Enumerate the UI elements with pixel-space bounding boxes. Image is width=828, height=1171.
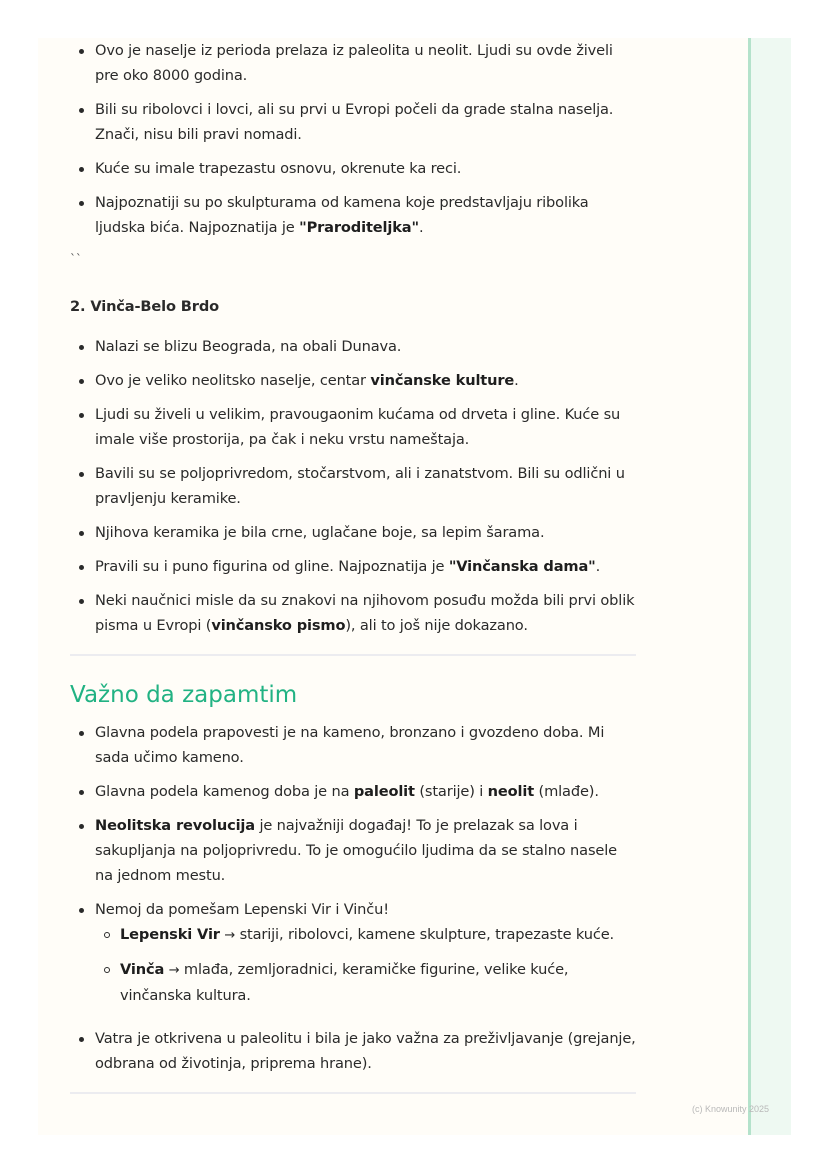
sub-list-item: Vinča → mlađa, zemljoradnici, keramičke figurine, velike kuće, vinčanska kultura.	[95, 957, 636, 1008]
list-item: Neolitska revolucija je najvažniji događaj! To je prelazak sa lova i sakupljanja na poljoprivredu. To je omogućilo ljudima da se stalno nasele na jednom mestu.	[70, 813, 636, 888]
list-item: Ljudi su živeli u velikim, pravougaonim kućama od drveta i gline. Kuće su imale više prostorija, pa čak i neku vrstu nameštaja.	[70, 402, 636, 452]
bold-term: neolit	[487, 783, 535, 800]
list-item: Ovo je veliko neolitsko naselje, centar vinčanske kulture.	[70, 368, 636, 393]
bold-term: vinčansko pismo	[211, 617, 346, 634]
list-item: Ovo je naselje iz perioda prelaza iz paleolita u neolit. Ljudi su ovde živeli pre oko 8000 godina.	[70, 38, 636, 88]
bold-term: vinčanske kulture	[370, 372, 515, 389]
list-item: Kuće su imale trapezastu osnovu, okrenute ka reci.	[70, 156, 636, 181]
list-item: Nalazi se blizu Beograda, na obali Dunava.	[70, 334, 636, 359]
bold-term: "Vinčanska dama"	[448, 558, 596, 575]
bold-term: Vinča	[120, 961, 165, 978]
list-item: Glavna podela prapovesti je na kameno, bronzano i gvozdeno doba. Mi sada učimo kameno.	[70, 720, 636, 770]
sub-list-item: Lepenski Vir → stariji, ribolovci, kamene skulpture, trapezaste kuće.	[95, 922, 636, 948]
list-item: Nemoj da pomešam Lepenski Vir i Vinču! Lepenski Vir → stariji, ribolovci, kamene skulpture, trapezaste kuće. Vinča → mlađa, zemljoradnici, keramičke figurine, velike kuće, vinčanska kultura.	[70, 897, 636, 1008]
bottom-divider	[70, 1092, 636, 1094]
lepenski-vir-list	[70, 38, 636, 240]
section-title-vinca: 2. Vinča-Belo Brdo	[70, 298, 219, 315]
vinca-list	[70, 334, 636, 638]
remember-list	[70, 720, 636, 1076]
comparison-sublist	[95, 922, 636, 1008]
bold-term: Lepenski Vir	[120, 926, 220, 943]
bold-term: paleolit	[353, 783, 415, 800]
list-item: Vatra je otkrivena u paleolitu i bila je jako važna za preživljavanje (grejanje, odbrana od životinja, priprema hrane).	[70, 1026, 636, 1076]
side-panel	[751, 38, 791, 1135]
bold-term: Neolitska revolucija	[95, 817, 255, 834]
arrow-right-icon: →	[168, 963, 180, 978]
stray-backticks: ``	[70, 252, 82, 266]
document-content	[70, 38, 636, 1094]
list-item: Glavna podela kamenog doba je na paleolit (starije) i neolit (mlađe).	[70, 779, 636, 804]
bold-term: "Praroditeljka"	[299, 219, 419, 236]
list-item: Pravili su i puno figurina od gline. Najpoznatija je "Vinčanska dama".	[70, 554, 636, 579]
arrow-right-icon: →	[224, 928, 236, 943]
section-heading-remember: Važno da zapamtim	[70, 682, 298, 708]
list-item: Najpoznatiji su po skulpturama od kamena koje predstavljaju ribolika ljudska bića. Najpoznatija je "Praroditeljka".	[70, 190, 636, 240]
list-item: Bili su ribolovci i lovci, ali su prvi u Evropi počeli da grade stalna naselja. Znači, nisu bili pravi nomadi.	[70, 97, 636, 147]
section-divider	[70, 654, 636, 656]
copyright-footer: (c) Knowunity 2025	[692, 1104, 770, 1114]
list-item: Neki naučnici misle da su znakovi na njihovom posuđu možda bili prvi oblik pisma u Evropi (vinčansko pismo), ali to još nije dokazano.	[70, 588, 636, 638]
list-item: Bavili su se poljoprivredom, stočarstvom, ali i zanatstvom. Bili su odlični u pravljenju keramike.	[70, 461, 636, 511]
list-item: Njihova keramika je bila crne, uglačane boje, sa lepim šarama.	[70, 520, 636, 545]
